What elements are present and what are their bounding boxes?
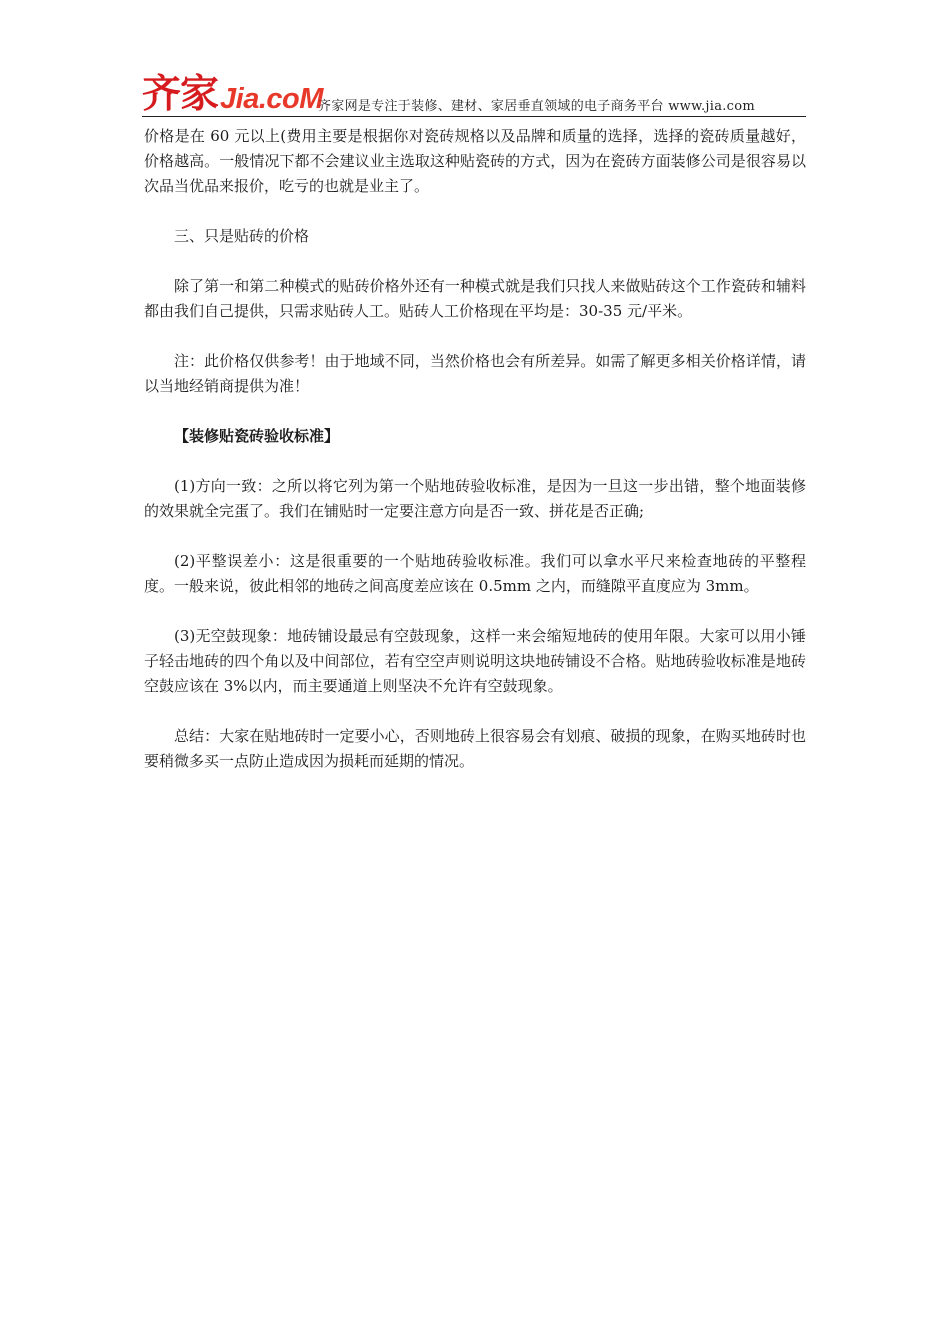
logo-chinese-text: 齐家 [142,72,219,117]
page-header [142,62,806,117]
paragraph-labor-price: 除了第一和第二种模式的贴砖价格外还有一种模式就是我们只找人来做贴砖这个工作瓷砖和辅料都由我们自己提供，只需求贴砖人工。贴砖人工价格现在平均是：30-35 元/平米。 [144,277,806,320]
header-tagline: 齐家网是专注于装修、建材、家居垂直领域的电子商务平台 www.jia.com [318,99,756,114]
summary-paragraph: 总结：大家在贴地砖时一定要小心，否则地砖上很容易会有划痕、破损的现象，在购买地砖时也要稍微多买一点防止造成因为损耗而延期的情况。 [144,727,806,770]
jia-logo[interactable] [142,62,323,117]
standard-item-2: (2)平整误差小：这是很重要的一个贴地砖验收标准。我们可以拿水平尺来检查地砖的平整程度。一般来说，彼此相邻的地砖之间高度差应该在 0.5mm 之内，而缝隙平直度应为 3mm。 [144,552,806,595]
logo-english-text: Jia.coM [220,83,323,115]
standard-item-3: (3)无空鼓现象：地砖铺设最忌有空鼓现象，这样一来会缩短地砖的使用年限。大家可以用小锤子轻击地砖的四个角以及中间部位，若有空空声则说明这块地砖铺设不合格。贴地砖验收标准是地砖空鼓应该在 3%以内，而主要通道上则坚决不允许有空鼓现象。 [144,627,806,695]
section-heading-tiling-only: 三、只是贴砖的价格 [174,227,310,245]
section-title-acceptance-standard: 【装修贴瓷砖验收标准】 [174,427,340,445]
price-note: 注：此价格仅供参考！由于地域不同，当然价格也会有所差异。如需了解更多相关价格详情，请以当地经销商提供为准！ [144,352,806,395]
paragraph-price-continued: 价格是在 60 元以上(费用主要是根据你对瓷砖规格以及品牌和质量的选择，选择的瓷砖质量越好，价格越高。一般情况下都不会建议业主选取这种贴瓷砖的方式，因为在瓷砖方面装修公司是很容易以次品当优品来报价，吃亏的也就是业主了。 [144,127,806,195]
document-body [144,124,806,774]
standard-item-1: (1)方向一致：之所以将它列为第一个贴地砖验收标准，是因为一旦这一步出错，整个地面装修的效果就全完蛋了。我们在铺贴时一定要注意方向是否一致、拼花是否正确; [144,477,806,520]
